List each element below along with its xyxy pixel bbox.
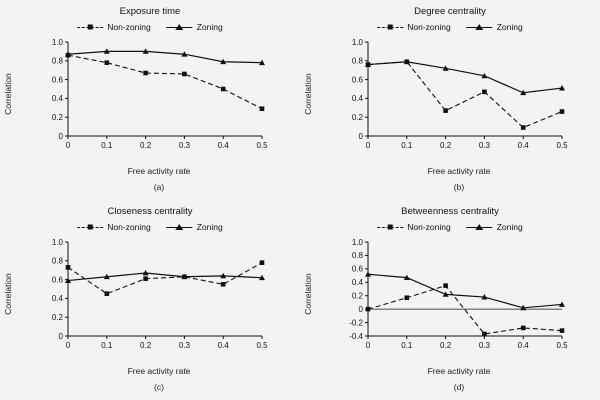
svg-text:0.6: 0.6 <box>351 264 363 274</box>
chart-panel-a <box>0 0 300 200</box>
panel-title-c: Closeness centrality <box>107 206 193 217</box>
svg-text:0.5: 0.5 <box>256 341 268 350</box>
svg-text:0.6: 0.6 <box>51 75 63 85</box>
legend-label-zoning: Zoning <box>196 22 223 32</box>
legend-label-nonzoning: Non-zoning <box>407 222 451 232</box>
svg-text:0.8: 0.8 <box>51 256 63 266</box>
svg-text:0: 0 <box>365 341 371 350</box>
legend-dashed-line-icon <box>77 223 103 232</box>
svg-text:0.4: 0.4 <box>51 294 63 304</box>
y-axis-label-d: Correlation <box>303 273 313 315</box>
svg-text:0.3: 0.3 <box>178 141 190 150</box>
chart-panel-b <box>300 0 600 200</box>
x-axis-label-b: Free activity rate <box>427 166 491 176</box>
panel-caption-b: (b) <box>453 182 465 192</box>
legend-d <box>377 222 522 232</box>
svg-text:0.8: 0.8 <box>51 56 63 66</box>
legend-item-zoning <box>167 22 223 32</box>
plot-area-b <box>346 36 572 154</box>
legend-b <box>377 22 522 32</box>
svg-text:0: 0 <box>65 341 71 350</box>
legend-item-nonzoning <box>377 222 450 232</box>
svg-text:0.1: 0.1 <box>401 141 413 150</box>
x-axis-label-c: Free activity rate <box>127 366 191 376</box>
svg-text:-0.4: -0.4 <box>349 331 363 341</box>
svg-text:1.0: 1.0 <box>51 237 63 247</box>
svg-text:-0.2: -0.2 <box>349 318 363 328</box>
svg-text:0: 0 <box>358 304 363 314</box>
svg-text:0.2: 0.2 <box>440 141 452 150</box>
legend-dashed-line-icon <box>77 23 103 32</box>
legend-solid-line-icon <box>467 23 493 32</box>
svg-text:1.0: 1.0 <box>351 237 363 247</box>
svg-text:0: 0 <box>358 131 363 141</box>
legend-item-nonzoning <box>77 222 150 232</box>
legend-solid-line-icon <box>167 23 193 32</box>
svg-text:0.6: 0.6 <box>351 75 363 85</box>
panel-caption-c: (c) <box>154 382 164 392</box>
svg-text:0.5: 0.5 <box>556 141 568 150</box>
legend-solid-line-icon <box>467 223 493 232</box>
svg-text:0.5: 0.5 <box>556 341 568 350</box>
svg-text:0.2: 0.2 <box>140 341 152 350</box>
plot-area-a <box>46 36 272 154</box>
svg-text:0.1: 0.1 <box>401 341 413 350</box>
svg-text:0.3: 0.3 <box>478 341 490 350</box>
chart-panel-d <box>300 200 600 400</box>
legend-label-nonzoning: Non-zoning <box>407 22 451 32</box>
svg-text:0.4: 0.4 <box>351 278 363 288</box>
legend-label-zoning: Zoning <box>196 222 223 232</box>
panel-title-b: Degree centrality <box>414 6 486 17</box>
legend-item-nonzoning <box>377 22 450 32</box>
plot-area-c <box>46 236 272 354</box>
legend-item-zoning <box>467 22 523 32</box>
legend-c <box>77 222 222 232</box>
svg-text:0.1: 0.1 <box>101 141 113 150</box>
svg-text:0.2: 0.2 <box>440 341 452 350</box>
svg-text:0: 0 <box>65 141 71 150</box>
legend-label-nonzoning: Non-zoning <box>107 222 151 232</box>
svg-text:0: 0 <box>58 331 63 341</box>
y-axis-label-a: Correlation <box>3 73 13 115</box>
panel-title-d: Betweenness centrality <box>401 206 499 217</box>
svg-text:0.6: 0.6 <box>51 275 63 285</box>
svg-text:0.1: 0.1 <box>101 341 113 350</box>
svg-text:0.4: 0.4 <box>517 341 529 350</box>
panel-caption-d: (d) <box>453 382 465 392</box>
legend-item-nonzoning <box>77 22 150 32</box>
legend-a <box>77 22 222 32</box>
svg-text:0.2: 0.2 <box>351 113 363 122</box>
svg-text:0.8: 0.8 <box>351 251 363 261</box>
legend-solid-line-icon <box>167 223 193 232</box>
legend-item-zoning <box>467 222 523 232</box>
plot-area-d <box>346 236 572 354</box>
legend-item-zoning <box>167 222 223 232</box>
svg-text:0.4: 0.4 <box>217 141 229 150</box>
svg-text:0.4: 0.4 <box>51 94 63 104</box>
y-axis-label-c: Correlation <box>3 273 13 315</box>
svg-text:0.2: 0.2 <box>351 291 363 301</box>
legend-label-nonzoning: Non-zoning <box>107 22 151 32</box>
y-axis-label-box-b <box>303 36 324 154</box>
svg-text:0: 0 <box>58 131 63 141</box>
y-axis-label-box-a <box>3 36 24 154</box>
svg-text:0: 0 <box>365 141 371 150</box>
x-axis-label-a: Free activity rate <box>127 166 191 176</box>
svg-text:1.0: 1.0 <box>51 37 63 47</box>
chart-panel-c <box>0 200 300 400</box>
svg-text:0.5: 0.5 <box>256 141 268 150</box>
x-axis-label-d: Free activity rate <box>427 366 491 376</box>
svg-text:0.3: 0.3 <box>178 341 190 350</box>
svg-text:0.4: 0.4 <box>217 341 229 350</box>
y-axis-label-box-d <box>303 236 324 354</box>
legend-dashed-line-icon <box>377 23 403 32</box>
panel-caption-a: (a) <box>153 182 165 192</box>
legend-label-zoning: Zoning <box>496 222 523 232</box>
svg-text:1.0: 1.0 <box>351 37 363 47</box>
svg-text:0.2: 0.2 <box>140 141 152 150</box>
legend-label-zoning: Zoning <box>496 22 523 32</box>
svg-text:0.8: 0.8 <box>351 56 363 66</box>
svg-text:0.2: 0.2 <box>51 113 63 122</box>
svg-text:0.2: 0.2 <box>51 313 63 322</box>
svg-text:0.3: 0.3 <box>478 141 490 150</box>
panel-title-a: Exposure time <box>119 6 181 17</box>
svg-text:0.4: 0.4 <box>517 141 529 150</box>
legend-dashed-line-icon <box>377 223 403 232</box>
y-axis-label-box-c <box>3 236 24 354</box>
svg-text:0.4: 0.4 <box>351 94 363 104</box>
y-axis-label-b: Correlation <box>303 73 313 115</box>
